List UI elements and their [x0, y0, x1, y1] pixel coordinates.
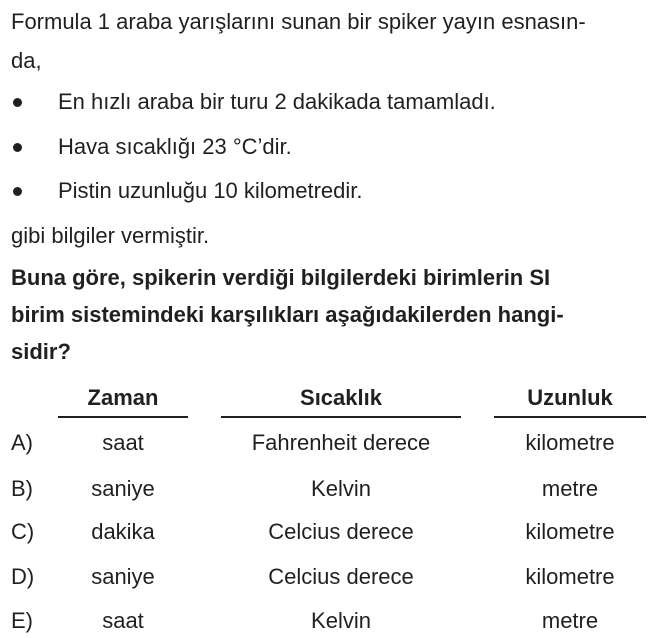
- option-c-uzunluk: kilometre: [525, 519, 615, 544]
- option-e-sicaklik: Kelvin: [311, 608, 371, 633]
- option-a-zaman: saat: [102, 430, 144, 455]
- question-line-3: sidir?: [11, 339, 71, 364]
- option-d-uzunluk: kilometre: [525, 564, 615, 589]
- option-letter-c[interactable]: C): [11, 519, 35, 544]
- option-c-sicaklik: Celcius derece: [268, 519, 414, 544]
- header-underline-zaman: [58, 416, 188, 418]
- option-b-uzunluk: metre: [541, 476, 599, 501]
- bullet-dot-1: [13, 98, 22, 107]
- closing-text: gibi bilgiler vermiştir.: [11, 223, 210, 248]
- column-header-zaman: Zaman: [87, 385, 159, 410]
- option-d-zaman: saniye: [91, 564, 155, 589]
- option-e-uzunluk: metre: [541, 608, 599, 633]
- option-d-sicaklik: Celcius derece: [268, 564, 414, 589]
- option-b-zaman: saniye: [91, 476, 155, 501]
- option-b-sicaklik: Kelvin: [311, 476, 371, 501]
- bullet-item-1: En hızlı araba bir turu 2 dakikada tamamladı.: [58, 89, 496, 114]
- option-c-zaman: dakika: [91, 519, 155, 544]
- bullet-item-3: Pistin uzunluğu 10 kilometredir.: [58, 178, 363, 203]
- header-underline-sicaklik: [221, 416, 461, 418]
- option-letter-e[interactable]: E): [11, 608, 33, 633]
- intro-line-2: da,: [11, 48, 42, 73]
- question-line-1: Buna göre, spikerin verdiği bilgilerdeki birimlerin SI: [11, 265, 551, 290]
- intro-line-1: Formula 1 araba yarışlarını sunan bir spiker yayın esnasın-: [11, 9, 586, 34]
- option-letter-d[interactable]: D): [11, 564, 35, 589]
- column-header-sicaklik: Sıcaklık: [300, 385, 382, 410]
- header-underline-uzunluk: [494, 416, 646, 418]
- option-a-uzunluk: kilometre: [525, 430, 615, 455]
- option-a-sicaklik: Fahrenheit derece: [251, 430, 431, 455]
- option-e-zaman: saat: [102, 608, 144, 633]
- option-letter-a[interactable]: A): [11, 430, 33, 455]
- column-header-uzunluk: Uzunluk: [527, 385, 613, 410]
- bullet-dot-3: [13, 187, 22, 196]
- question-line-2: birim sistemindeki karşılıkları aşağıdakilerden hangi-: [11, 302, 564, 327]
- bullet-item-2: Hava sıcaklığı 23 °C’dir.: [58, 134, 292, 159]
- option-letter-b[interactable]: B): [11, 476, 33, 501]
- bullet-dot-2: [13, 143, 22, 152]
